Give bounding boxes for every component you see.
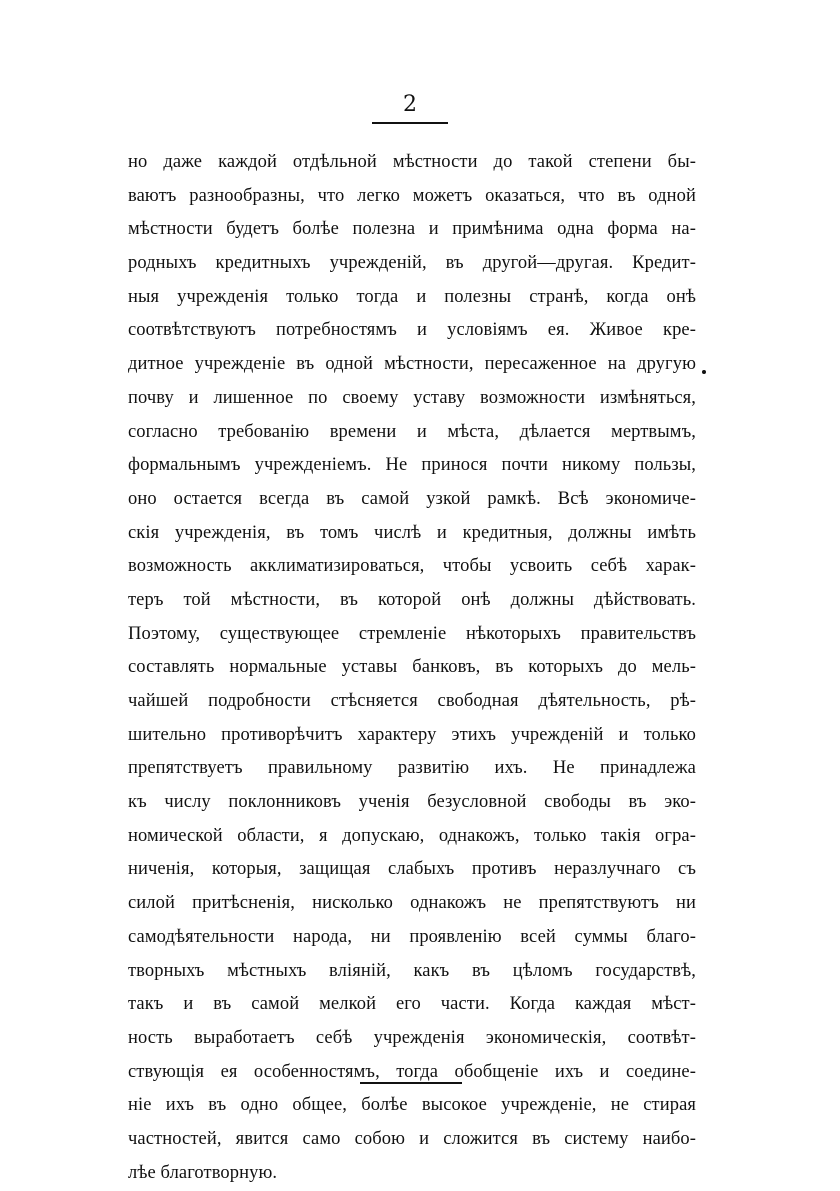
text-line: ниченія, которыя, защищая слабыхъ противъ неразлучнаго съ: [128, 859, 696, 880]
text-line: дитное учрежденіе въ одной мѣстности, пересаженное на другую: [128, 354, 696, 375]
text-line: ствующія ея особенностямъ, тогда обобщеніе ихъ и соедине-: [128, 1061, 696, 1082]
margin-mark: [702, 370, 706, 374]
text-line: составлять нормальные уставы банковъ, въ которыхъ до мель-: [128, 657, 696, 678]
text-line: къ числу поклонниковъ ученія безусловной свободы въ эко-: [128, 792, 696, 813]
text-line: ныя учрежденія только тогда и полезны странѣ, когда онѣ: [128, 286, 696, 307]
text-line: родныхъ кредитныхъ учрежденій, въ другой—другая. Кредит-: [128, 253, 696, 274]
text-line: ность выработаетъ себѣ учрежденія экономическія, соотвѣт-: [128, 1027, 696, 1048]
header-rule: [372, 122, 448, 124]
text-line: Поэтому, существующее стремленіе нѣкоторыхъ правительствъ: [128, 623, 696, 644]
text-line: формальнымъ учрежденіемъ. Не принося почти никому пользы,: [128, 455, 696, 476]
body-text: [128, 146, 696, 1190]
text-line: силой притѣсненія, нисколько однакожъ не препятствуютъ ни: [128, 893, 696, 914]
text-line: согласно требованію времени и мѣста, дѣлается мертвымъ,: [128, 421, 696, 442]
text-line: почву и лишенное по своему уставу возможности измѣняться,: [128, 387, 696, 408]
text-line: мѣстности будетъ болѣе полезна и примѣнима одна форма на-: [128, 219, 696, 240]
text-line: но даже каждой отдѣльной мѣстности до такой степени бы-: [128, 152, 696, 172]
text-line: самодѣятельности народа, ни проявленію всей суммы благо-: [128, 926, 696, 947]
text-line: лѣе благотворную.: [128, 1162, 278, 1183]
text-line: номической области, я допускаю, однакожъ, только такія огра-: [128, 825, 696, 846]
footer-rule: [360, 1082, 462, 1084]
text-line: препятствуетъ правильному развитію ихъ. Не принадлежа: [128, 758, 696, 779]
text-line: оно остается всегда въ самой узкой рамкѣ. Всѣ экономиче-: [128, 488, 696, 509]
text-line: соотвѣтствуютъ потребностямъ и условіямъ ея. Живое кре-: [128, 320, 696, 341]
text-line: теръ той мѣстности, въ которой онѣ должны дѣйствовать.: [128, 589, 696, 610]
text-line: ніе ихъ въ одно общее, болѣе высокое учрежденіе, не стирая: [128, 1095, 696, 1116]
text-line: шительно противорѣчитъ характеру этихъ учрежденій и только: [128, 724, 696, 745]
text-line: чайшей подробности стѣсняется свободная дѣятельность, рѣ-: [128, 691, 696, 711]
text-line: скія учрежденія, въ томъ числѣ и кредитныя, должны имѣть: [128, 522, 696, 543]
text-line: творныхъ мѣстныхъ вліяній, какъ въ цѣломъ государствѣ,: [128, 960, 696, 981]
text-line: ваютъ разнообразны, что легко можетъ оказаться, что въ одной: [128, 185, 696, 206]
text-line: возможность акклиматизироваться, чтобы усвоить себѣ харак-: [128, 556, 696, 577]
page-number: 2: [403, 92, 417, 117]
text-line: частностей, явится само собою и сложится въ систему наибо-: [128, 1128, 696, 1149]
text-line: такъ и въ самой мелкой его части. Когда каждая мѣст-: [128, 994, 696, 1015]
